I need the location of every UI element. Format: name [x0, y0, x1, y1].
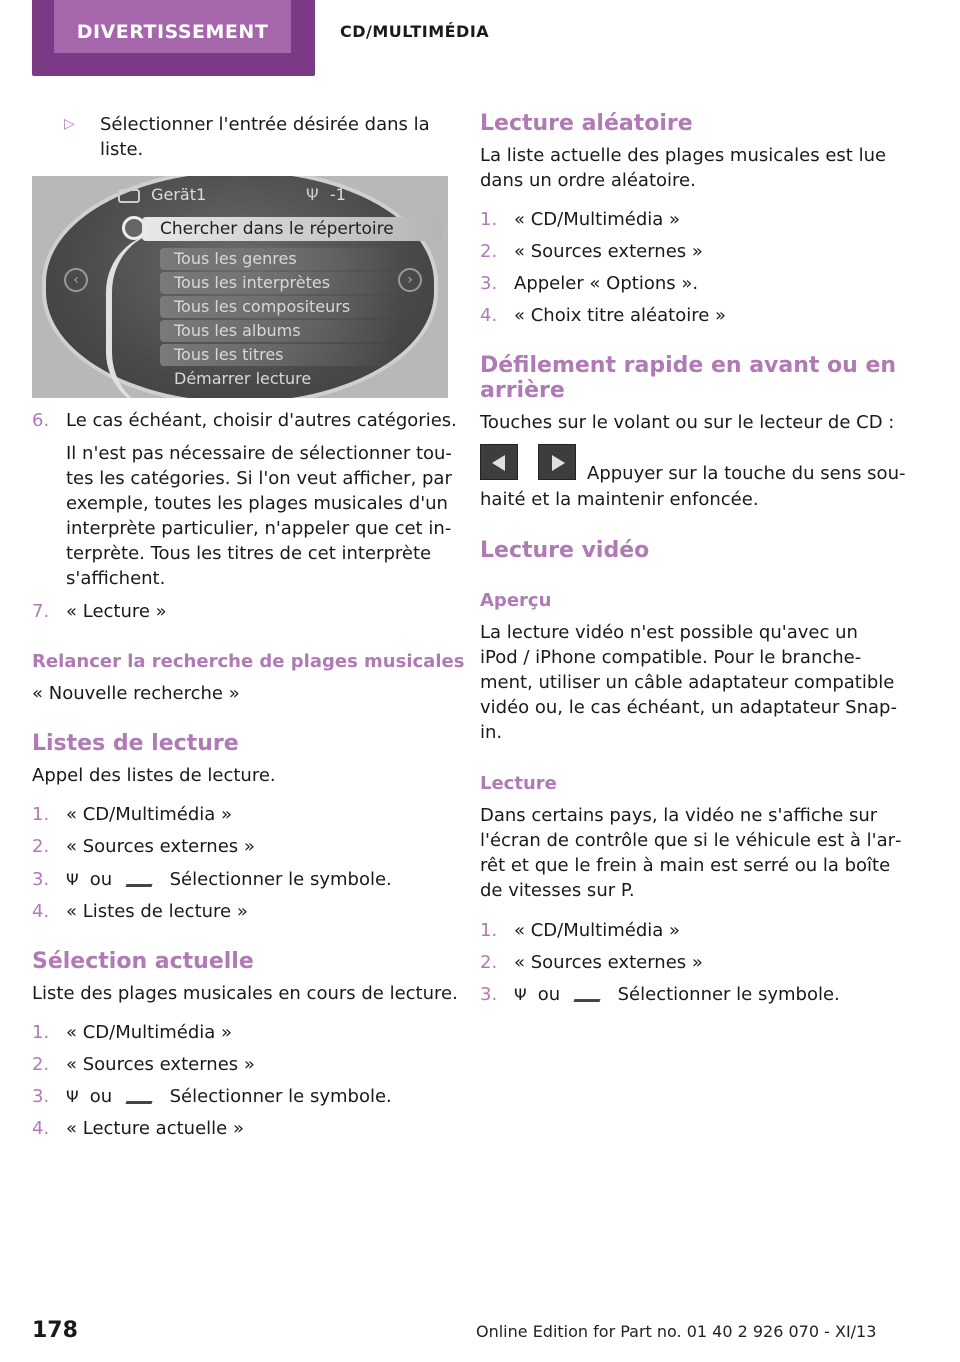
back-arrow-icon: ‹: [64, 268, 88, 292]
step-body-line: exemple, toutes les plages musicales d'un: [66, 493, 448, 514]
step-text: Le cas échéant, choisir d'autres catégories.: [66, 410, 457, 431]
step-number: 6.: [32, 410, 50, 431]
bullet-text-line: Sélectionner l'entrée désirée dans la: [100, 114, 430, 135]
step-text: « CD/Multimédia »: [66, 1022, 233, 1043]
section-heading: Lecture aléatoire: [480, 111, 693, 136]
section-tab: CD/MULTIMÉDIA: [340, 22, 490, 41]
body-text: haité et la maintenir enfoncée.: [480, 489, 759, 510]
step-text: « CD/Multimédia »: [66, 804, 233, 825]
body-text: vidéo ou, le cas échéant, un adaptateur Snap-: [480, 697, 897, 718]
chapter-tab-label: DIVERTISSEMENT: [54, 0, 291, 53]
step-number: 3.: [32, 869, 50, 890]
menu-item-selected: Chercher dans le répertoire: [142, 217, 442, 241]
step-text-ou: ou: [89, 869, 113, 890]
menu-item: Tous les interprètes: [160, 272, 400, 294]
step-number: 4.: [480, 305, 498, 326]
usb-icon: Ψ: [514, 985, 527, 1004]
step-body-line: terprète. Tous les titres de cet interprète: [66, 543, 432, 564]
body-text: Appuyer sur la touche du sens sou‐: [587, 463, 906, 484]
step-number: 1.: [480, 209, 498, 230]
step-number: 2.: [32, 836, 50, 857]
rewind-button-icon: [480, 444, 518, 480]
fast-forward-button-icon: [538, 444, 576, 480]
screen-header: [118, 182, 418, 208]
step-text: [514, 982, 840, 1007]
usb-icon: Ψ: [66, 1087, 79, 1106]
ipod-icon: [125, 873, 156, 887]
step-body-line: interprète particulier, n'appeler que cet in‐: [66, 518, 452, 539]
edition-info: Online Edition for Part no. 01 40 2 926 070 - XI/13: [476, 1322, 877, 1341]
forward-arrow-icon: ›: [398, 268, 422, 292]
step-text: « Listes de lecture »: [66, 901, 248, 922]
body-text: Appel des listes de lecture.: [32, 765, 276, 786]
step-body-line: Il n'est pas nécessaire de sélectionner tou‐: [66, 443, 452, 464]
body-text: ment, utiliser un câble adaptateur compatible: [480, 672, 895, 693]
menu-item: Tous les compositeurs: [160, 296, 400, 318]
step-number: 7.: [32, 601, 50, 622]
page-number: 178: [32, 1318, 78, 1343]
body-text: Dans certains pays, la vidéo ne s'affiche sur: [480, 805, 878, 826]
idrive-screen-image: [32, 176, 448, 398]
chapter-tab: [32, 0, 315, 76]
section-heading: Listes de lecture: [32, 731, 239, 756]
step-number: 1.: [32, 1022, 50, 1043]
step-text: « CD/Multimédia »: [514, 209, 681, 230]
step-number: 2.: [480, 952, 498, 973]
step-text: « Sources externes »: [514, 241, 703, 262]
body-text: Touches sur le volant ou sur le lecteur de CD :: [480, 412, 895, 433]
menu-item: Démarrer lecture: [174, 369, 312, 388]
selector-arc: [106, 232, 166, 398]
step-number: 1.: [32, 804, 50, 825]
step-text: « Sources externes »: [514, 952, 703, 973]
usb-icon: Ψ: [66, 870, 79, 889]
step-text-after: Sélectionner le symbole.: [617, 984, 840, 1005]
step-number: 4.: [32, 1118, 50, 1139]
body-text: « Nouvelle recherche »: [32, 683, 240, 704]
screen-display: [42, 176, 438, 398]
step-body-line: tes les catégories. Si l'on veut afficher, par: [66, 468, 452, 489]
step-text-after: Sélectionner le symbole.: [169, 1086, 392, 1107]
body-text: iPod / iPhone compatible. Pour le branche‐: [480, 647, 862, 668]
step-text: Appeler « Options ».: [514, 273, 699, 294]
body-text: dans un ordre aléatoire.: [480, 170, 696, 191]
step-number: 3.: [32, 1086, 50, 1107]
menu-item: Tous les titres: [160, 344, 400, 366]
step-text: [66, 867, 392, 892]
bullet-triangle-icon: ▷: [64, 116, 75, 132]
step-text: « Lecture actuelle »: [66, 1118, 244, 1139]
subheading: Lecture: [480, 773, 557, 794]
section-heading: arrière: [480, 378, 565, 403]
usb-icon: Ψ: [306, 185, 319, 204]
step-text: « CD/Multimédia »: [514, 920, 681, 941]
body-text: de vitesses sur P.: [480, 880, 635, 901]
step-text-after: Sélectionner le symbole.: [169, 869, 392, 890]
section-heading: Lecture vidéo: [480, 538, 650, 563]
step-number: 2.: [32, 1054, 50, 1075]
section-heading: Sélection actuelle: [32, 949, 254, 974]
ipod-icon: [125, 1090, 156, 1104]
step-number: 3.: [480, 984, 498, 1005]
signal-value: -1: [330, 185, 346, 204]
ipod-icon: [573, 988, 604, 1002]
device-icon: [118, 189, 140, 203]
step-number: 2.: [480, 241, 498, 262]
body-text: Liste des plages musicales en cours de lecture.: [32, 983, 458, 1004]
subheading: Aperçu: [480, 590, 552, 611]
step-text-ou: ou: [89, 1086, 113, 1107]
bullet-text-line: liste.: [100, 139, 144, 160]
body-text: rêt et que le frein à main est serré ou la boîte: [480, 855, 891, 876]
step-number: 3.: [480, 273, 498, 294]
body-text: in.: [480, 722, 503, 743]
body-text: La liste actuelle des plages musicales est lue: [480, 145, 887, 166]
body-text: La lecture vidéo n'est possible qu'avec un: [480, 622, 858, 643]
step-body-line: s'affichent.: [66, 568, 166, 589]
device-name: Gerät1: [151, 185, 207, 204]
step-text: « Sources externes »: [66, 836, 255, 857]
section-heading: Défilement rapide en avant ou en: [480, 353, 897, 378]
menu-item: Tous les genres: [160, 248, 400, 270]
step-text-ou: ou: [537, 984, 561, 1005]
menu-item: Tous les albums: [160, 320, 400, 342]
step-number: 1.: [480, 920, 498, 941]
step-text: « Choix titre aléatoire »: [514, 305, 727, 326]
step-text: [66, 1084, 392, 1109]
subheading: Relancer la recherche de plages musicales: [32, 651, 465, 672]
step-number: 4.: [32, 901, 50, 922]
body-text: l'écran de contrôle que si le véhicule est à l'ar‐: [480, 830, 902, 851]
step-text: « Lecture »: [66, 601, 167, 622]
step-text: « Sources externes »: [66, 1054, 255, 1075]
